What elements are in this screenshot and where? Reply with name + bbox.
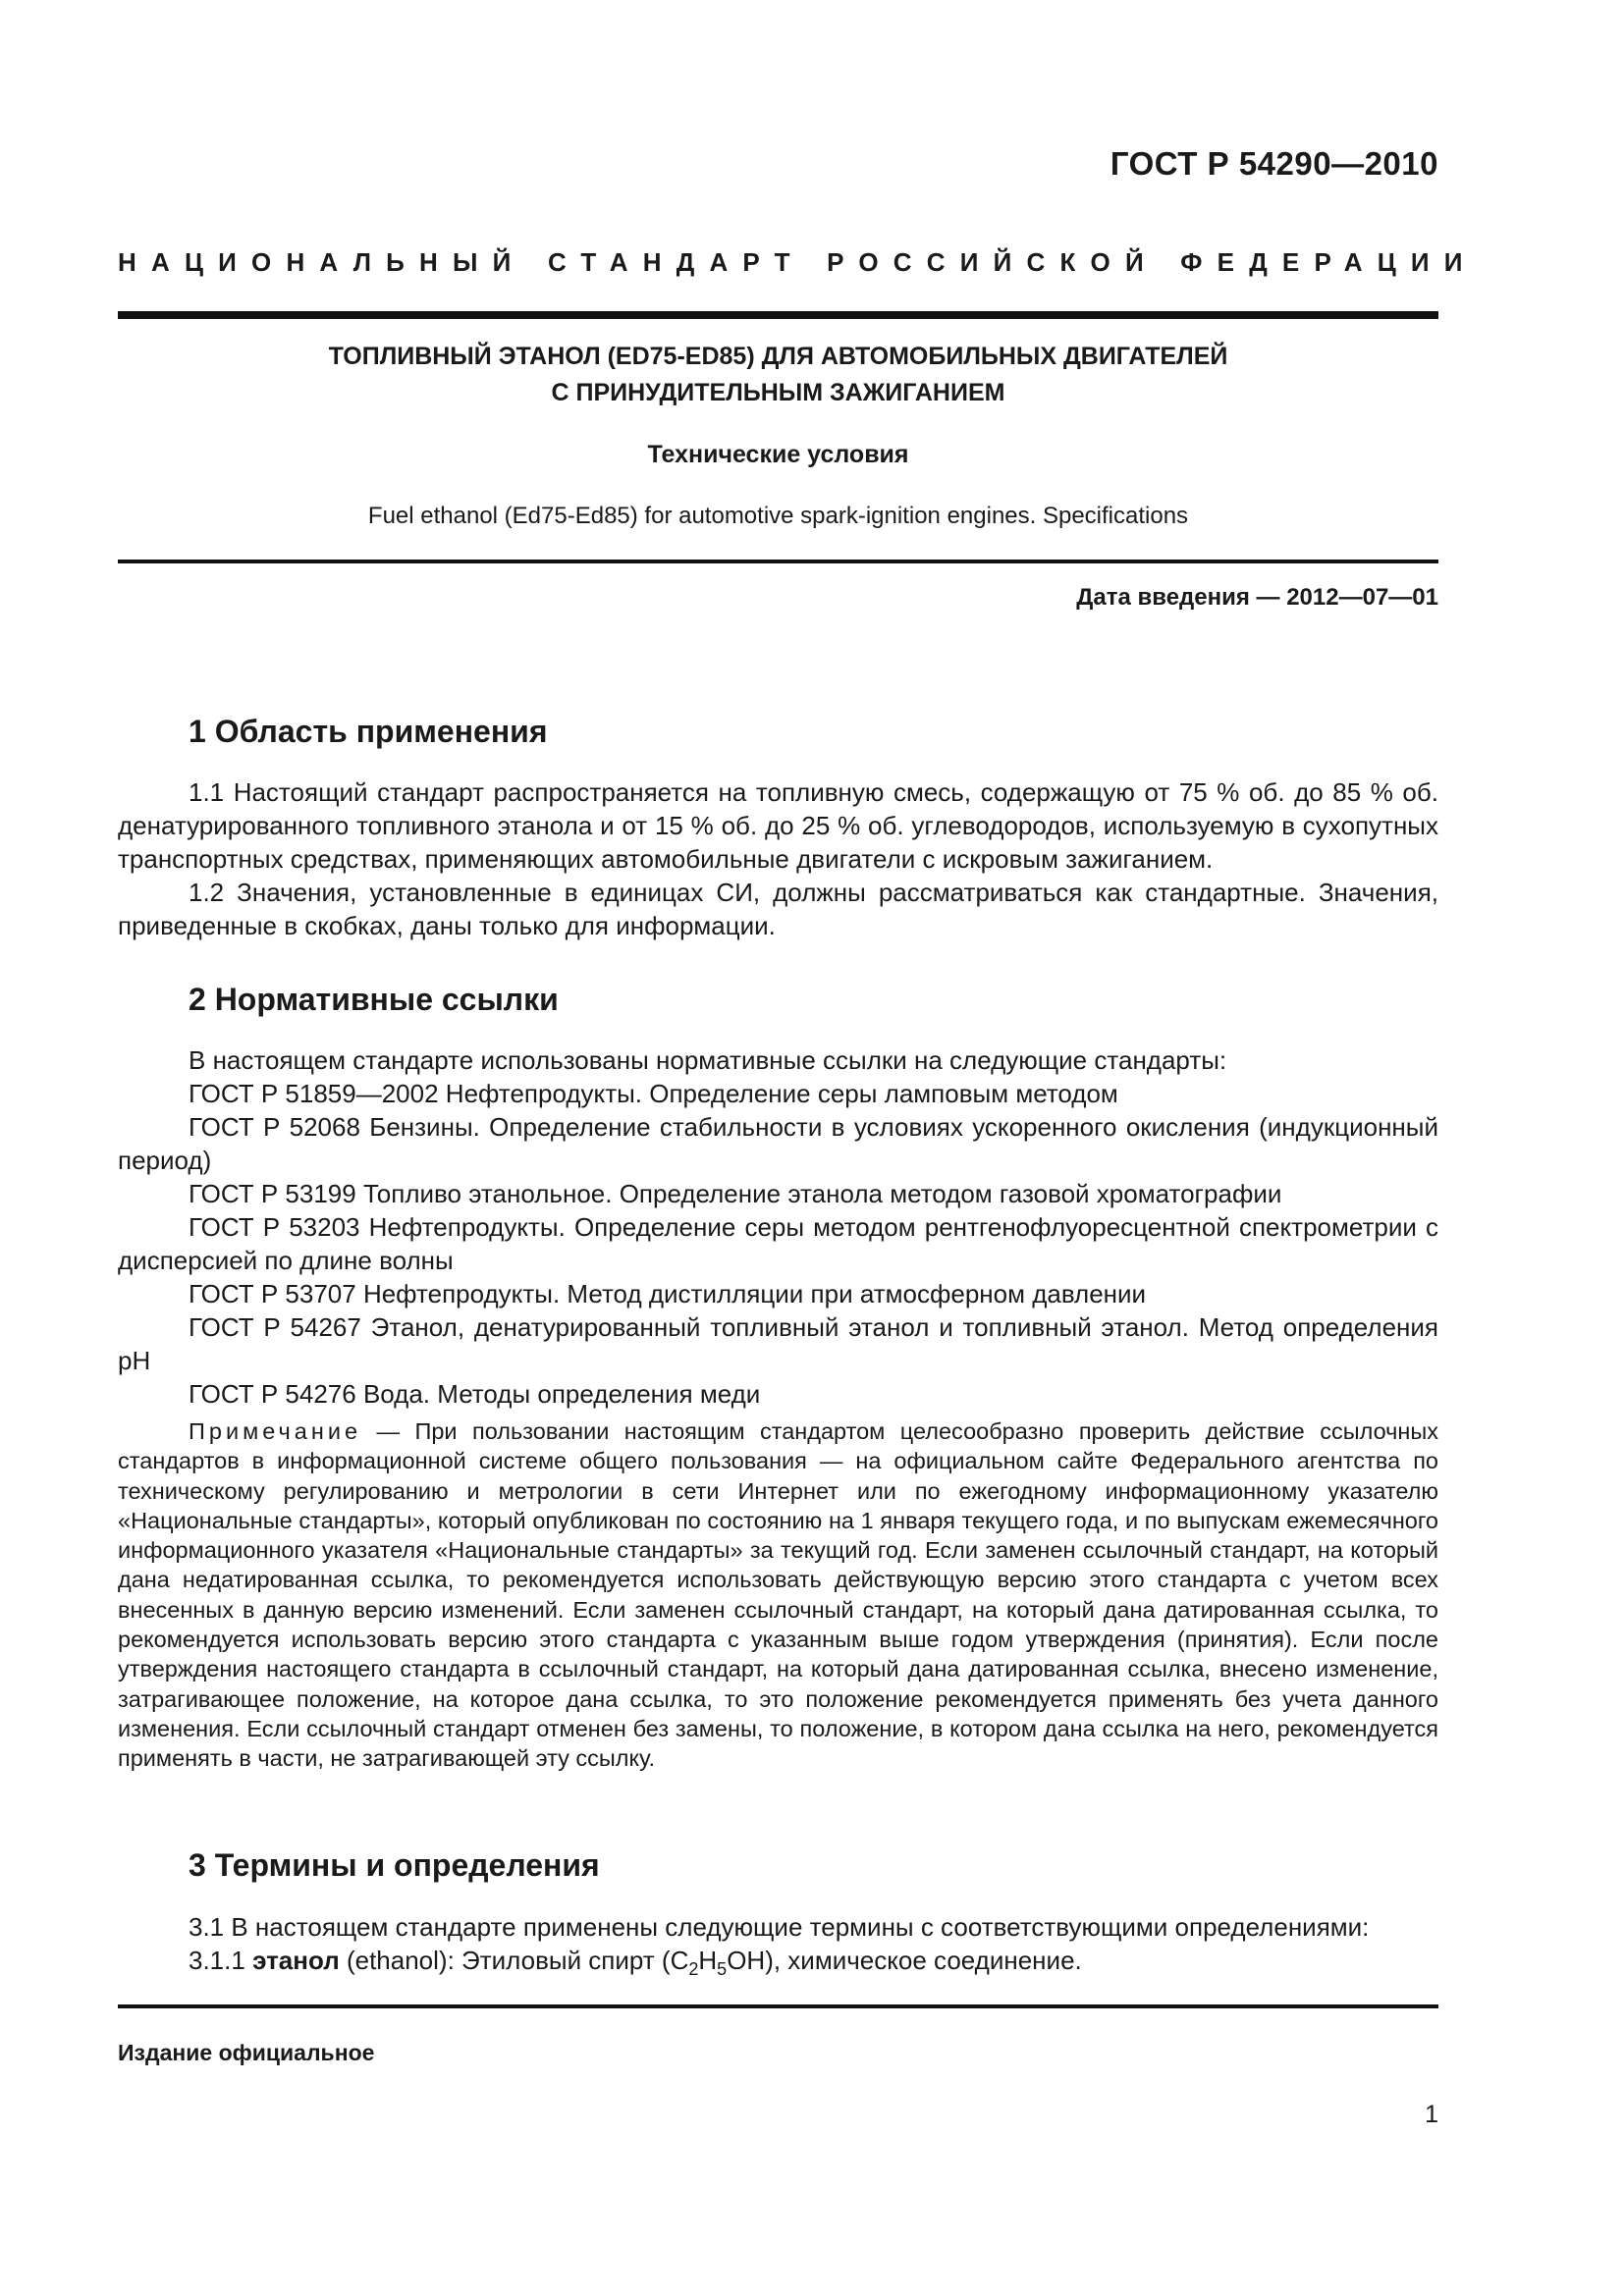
references-intro: В настоящем стандарте использованы нормативные ссылки на следующие стандарты: [189,1045,1227,1075]
formula-subscript: 5 [717,1959,728,1979]
introduction-date: Дата введения — 2012—07—01 [1076,584,1438,611]
reference-item: ГОСТ Р 54267 Этанол, денатурированный топливный этанол и топливный этанол. Метод определения pH [118,1312,1438,1375]
section-1-heading: 1 Область применения [189,714,548,749]
reference-item: ГОСТ Р 53199 Топливо этанольное. Определение этанола методом газовой хроматографии [189,1179,1282,1208]
note-text: — При пользовании настоящим стандартом целесообразно проверить действие ссылочных стандартов в информационной системе общего пользования — на официальном сайте Федерального агентства по техническому регулированию и метрологии в сети Интернет или по ежегодному информационному указателю «Национальные стандарты», который опубликован по состоянию на 1 января текущего года, и по выпускам ежемесячного информационного указателя «Национальные стандарты» за текущий год. Если заменен ссылочный стандарт, на который дана недатированная ссылка, то рекомендуется использовать действующую версию этого стандарта с учетом всех внесенных в данную версию изменений. Если заменен ссылочный стандарт, на который дана датированная ссылка, то рекомендуется использовать версию этого стандарта с указанным выше годом утверждения (принятия). Если после утверждения настоящего стандарта в ссылочный стандарт, на который дана датированная ссылка, внесено изменение, затрагивающее положение, на которое дана ссылка, то это положение рекомендуется применять без учета данного изменения. Если ссылочный стандарт отменен без замены, то положение, в котором дана ссылка на него, рекомендуется применять в части, не затрагивающей эту ссылку. [118,1418,1438,1772]
term-definition-3-1-1 [189,1944,1082,1977]
reference-item: ГОСТ Р 53707 Нефтепродукты. Метод дистилляции при атмосферном давлении [189,1279,1147,1308]
title-line-1: ТОПЛИВНЫЙ ЭТАНОЛ (ED75-ED85) ДЛЯ АВТОМОБИЛЬНЫХ ДВИГАТЕЛЕЙ [328,343,1228,370]
formula-subscript: 2 [688,1959,699,1979]
paragraph-3-1: 3.1 В настоящем стандарте применены следующие термины с соответствующими определениями: [189,1912,1370,1942]
reference-item: ГОСТ Р 52068 Бензины. Определение стабильности в условиях ускоренного окисления (индукционный период) [118,1112,1438,1175]
header-rule [118,311,1438,319]
english-title: Fuel ethanol (Ed75-Ed85) for automotive spark-ignition engines. Specifications [367,503,1189,529]
note-label: Примечание [189,1418,362,1444]
title-line-2: С ПРИНУДИТЕЛЬНЫМ ЗАЖИГАНИЕМ [551,379,1005,406]
title-rule [118,560,1438,563]
paragraph-1-2: 1.2 Значения, установленные в единицах СИ, должны рассматриваться как стандартные. Значения, приведенные в скобках, даны только для информации. [118,878,1438,940]
reference-item: ГОСТ Р 53203 Нефтепродукты. Определение серы методом рентгенофлуоресцентной спектрометрии с дисперсией по длине волны [118,1212,1438,1275]
term-definition-end: OH), химическое соединение. [727,1946,1082,1975]
document-title [118,339,1438,411]
reference-item: ГОСТ Р 51859—2002 Нефтепродукты. Определение серы ламповым методом [189,1079,1118,1108]
footer-rule [118,2004,1438,2008]
section-3-heading: 3 Термины и определения [189,1847,600,1883]
national-standard-header: НАЦИОНАЛЬНЫЙ СТАНДАРТ РОССИЙСКОЙ ФЕДЕРАЦИИ [118,247,1478,277]
term-word: этанол [252,1946,340,1975]
term-definition-start: (ethanol): Этиловый спирт (C [339,1946,689,1975]
document-subtitle: Технические условия [647,441,909,468]
page-number: 1 [1425,2101,1438,2128]
formula-part: H [698,1946,718,1975]
edition-label: Издание официальное [118,2040,375,2065]
reference-item: ГОСТ Р 54276 Вода. Методы определения меди [189,1379,761,1409]
section-2-heading: 2 Нормативные ссылки [189,982,559,1017]
references-note [118,1416,1438,1774]
document-number: ГОСТ Р 54290—2010 [1110,145,1438,182]
paragraph-1-1: 1.1 Настоящий стандарт распространяется на топливную смесь, содержащую от 75 % об. до 85 % об. денатурированного топливного этанола и от 15 % об. до 25 % об. углеводородов, используемую в сухопутных транспортных средствах, применяющих автомобильные двигатели с искровым зажиганием. [118,777,1438,874]
term-number: 3.1.1 [189,1946,253,1975]
